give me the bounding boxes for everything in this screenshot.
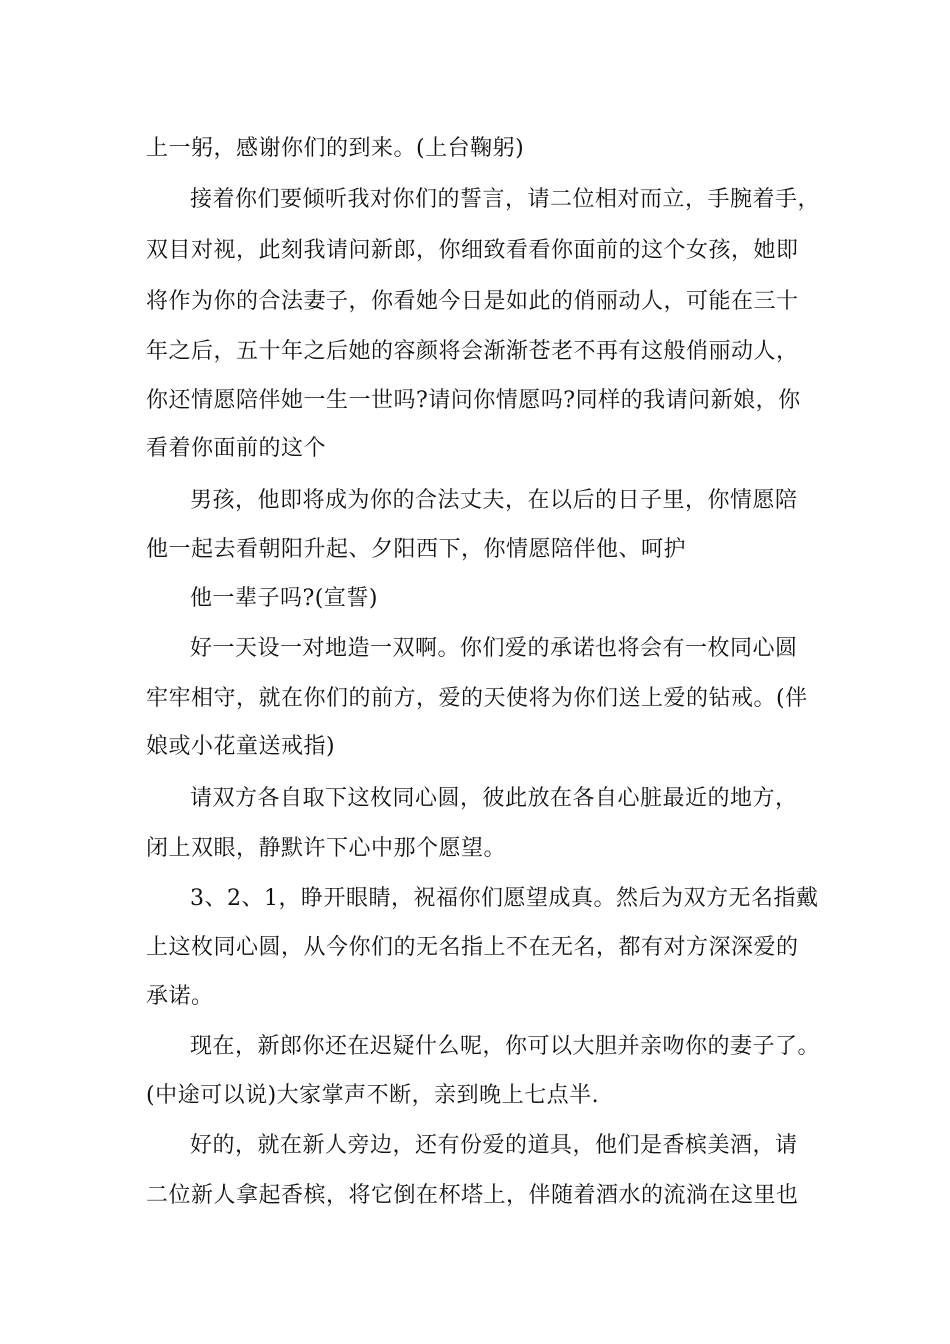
text-line: 闭上双眼，静默许下心中那个愿望。	[146, 836, 507, 861]
text-line: 好的，就在新人旁边，还有份爱的道具，他们是香槟美酒，请	[190, 1133, 798, 1158]
text-line: 二位新人拿起香槟，将它倒在杯塔上，伴随着酒水的流淌在这里也	[146, 1183, 799, 1208]
text-line: 牢牢相守，就在你们的前方，爱的天使将为你们送上爱的钻戒。(伴	[146, 686, 808, 711]
text-line: 男孩，他即将成为你的合法丈夫，在以后的日子里，你情愿陪	[190, 488, 798, 513]
text-line: 将作为你的合法妻子，你看她今日是如此的俏丽动人，可能在三十	[146, 289, 799, 314]
text-line: 他一起去看朝阳升起、夕阳西下，你情愿陪伴他、呵护	[146, 537, 687, 562]
text-line: 你还情愿陪伴她一生一世吗?请问你情愿吗?同样的我请问新娘，你	[146, 388, 801, 413]
text-line: (中途可以说)大家掌声不断，亲到晚上七点半.	[146, 1083, 600, 1108]
text-line: 上一躬，感谢你们的到来。(上台鞠躬)	[146, 136, 525, 161]
text-line: 娘或小花童送戒指)	[146, 734, 336, 759]
text-line: 3、2、1，睁开眼睛，祝福你们愿望成真。然后为双方无名指戴	[190, 886, 819, 911]
text-line: 上这枚同心圆，从今你们的无名指上不在无名，都有对方深深爱的	[146, 935, 799, 960]
text-line: 承诺。	[146, 984, 214, 1009]
text-line: 请双方各自取下这枚同心圆，彼此放在各自心脏最近的地方，	[190, 786, 798, 811]
text-line: 看着你面前的这个	[146, 436, 327, 461]
text-line: 接着你们要倾听我对你们的誓言，请二位相对而立，手腕着手，	[190, 187, 821, 212]
text-line: 现在，新郎你还在迟疑什么呢，你可以大胆并亲吻你的妻子了。	[190, 1034, 821, 1059]
text-line: 好一天设一对地造一双啊。你们爱的承诺也将会有一枚同心圆	[190, 636, 798, 661]
text-line: 他一辈子吗?(宣誓)	[190, 586, 378, 611]
text-line: 年之后，五十年之后她的容颜将会渐渐苍老不再有这般俏丽动人，	[146, 339, 799, 364]
text-line: 双目对视，此刻我请问新郎，你细致看看你面前的这个女孩，她即	[146, 238, 799, 263]
